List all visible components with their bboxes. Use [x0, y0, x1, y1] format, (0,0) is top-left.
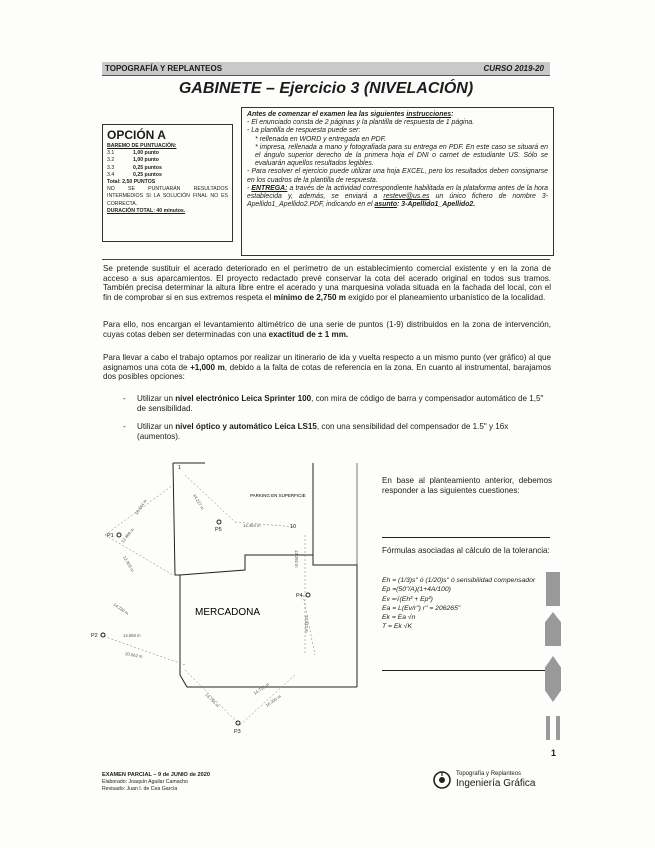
formula-line: Eh = (1/3)s" ó (1/20)s" ó sensibilidad compensador	[382, 577, 536, 584]
svg-text:15.933 m: 15.933 m	[304, 615, 309, 633]
score-row: 3.1 1,00 punto	[107, 150, 159, 157]
formula-line: Ev =√(Eh² + Ep²)	[382, 595, 433, 603]
department-big: Ingeniería Gráfica	[456, 778, 536, 789]
department-logo-icon	[432, 770, 452, 790]
exam-date: EXAMEN PARCIAL – 9 de JUNIO de 2020	[102, 772, 210, 778]
svg-text:12.909 m: 12.909 m	[122, 555, 136, 573]
elaborated-by: Elaborado: Joaquín Aguilar Camacho	[102, 779, 188, 785]
svg-text:14.718 m: 14.718 m	[252, 681, 270, 696]
header-subject: TOPOGRAFÍA Y REPLANTEOS	[105, 64, 223, 73]
svg-text:16.684 m: 16.684 m	[133, 498, 148, 516]
option-title: OPCIÓN A	[107, 128, 166, 142]
instrument-options	[123, 394, 553, 450]
store-label: MERCADONA	[195, 607, 261, 618]
station-point-marker	[236, 721, 240, 725]
svg-text:13.260 m: 13.260 m	[294, 550, 299, 568]
department-name	[456, 770, 536, 788]
department-small: Topografía y Replanteos	[456, 771, 522, 777]
email-link[interactable]: resteve@us.es	[383, 193, 430, 201]
margin-mark	[546, 572, 560, 606]
station-point-marker	[117, 533, 121, 537]
station-point-marker	[217, 520, 221, 524]
svg-text:14.464 m: 14.464 m	[243, 523, 261, 528]
formula-line: Ep =(50"/A)(1+4A/100)	[382, 586, 451, 594]
header-course: CURSO 2019-20	[483, 64, 544, 73]
total-score: Total: 2,50 PUNTOS	[107, 179, 156, 186]
divider	[382, 670, 550, 671]
site-plan	[85, 455, 375, 765]
formula-line: Ea = L(Ev/r") r" = 206265"	[382, 604, 461, 612]
header-bar	[102, 62, 550, 76]
instruction-line: - La plantilla de respuesta puede ser:	[247, 127, 361, 135]
point-label: P3	[234, 729, 241, 735]
reviewed-by: Revisado: Juan I. de Cea García	[102, 786, 178, 792]
footer-credits	[102, 772, 210, 793]
svg-text:13.795 m: 13.795 m	[204, 692, 221, 709]
instruction-line: - Para resolver el ejercicio puede utilizar una hoja EXCEL, pero los resultados deben consignarse en los cuadros de la plantilla de respuesta.	[247, 168, 548, 184]
list-item: - Utilizar un nivel óptico y automático Leica LS15, con una sensibilidad del compensador de 1.5" y 16x (aumentos).	[123, 422, 509, 441]
point-number: 1	[178, 465, 182, 471]
station-point-marker	[101, 633, 105, 637]
point-label: P4	[296, 593, 303, 599]
svg-text:20.062 m: 20.062 m	[124, 651, 143, 660]
store-outline-east	[313, 463, 357, 687]
page-number: 1	[551, 748, 557, 758]
formula-line: T = Ek √K	[382, 623, 412, 631]
instructions-box	[241, 107, 554, 256]
baremo-label: BAREMO DE PUNTUACIÓN:	[107, 143, 177, 149]
option-box	[102, 124, 233, 242]
instruction-delivery: - ENTREGA: a través de la actividad correspondiente habilitada en la plataforma antes de la hora establecida y, además, se enviará a resteve@us.es un único fichero de nombre 3-Apellido1_Apellido2.PDF, indicando en el asunto: 3-Apellido1_Apellido2.	[247, 184, 549, 209]
svg-text:14.230 m: 14.230 m	[112, 601, 130, 616]
paragraph-survey: Para ello, nos encargan el levantamiento altimétrico de una serie de puntos (1-9) distribuidos en la zona de intervención, cuyas cotas deben ser determinadas con una exactitud de ± 1 mm.	[103, 320, 551, 339]
formulas-block	[382, 576, 552, 632]
formula-line: Ek = Ea √n	[382, 614, 416, 622]
store-outline-north	[180, 555, 313, 575]
score-row: 3.2 1,00 punto	[107, 157, 159, 164]
svg-text:16.203 m: 16.203 m	[264, 693, 282, 708]
instructions-heading: Antes de comenzar el examen lea las siguientes instrucciones:	[247, 111, 454, 118]
point-label: P2	[91, 633, 98, 639]
point-label: P1	[107, 533, 114, 539]
svg-text:14.227 m: 14.227 m	[192, 493, 206, 511]
paragraph-method: Para llevar a cabo el trabajo optamos por realizar un itinerario de ida y vuelta respecto a un mismo punto (ver gráfico) al que asignamos una cota de +1,000 m, debido a la falta de cotas de referencia en la zona. En cuanto al instrumental, barajamos dos posibles opciones:	[103, 353, 551, 382]
score-note: NO SE PUNTUARÁN RESULTADOS INTERMEDIOS SI LA SOLUCIÓN FINAL NO ES CORRECTA.	[107, 186, 228, 207]
instruction-line: * impresa, rellenada a mano y fotografiada para su entrega en PDF. En este caso se situará en el ángulo superior derecho de la primera hoja el DNI o carnet de estudiante US. Sólo se evaluarán aquellos resultados legibles.	[255, 143, 548, 168]
score-row: 3.3 0,25 puntos	[107, 164, 162, 171]
questions-intro: En base al planteamiento anterior, debemos responder a las siguientes cuestiones:	[382, 476, 552, 495]
margin-mark	[546, 716, 550, 740]
instruction-line: - El enunciado consta de 2 páginas y la plantilla de respuesta de 1 página.	[247, 119, 475, 127]
margin-mark	[556, 716, 560, 740]
instruction-line: * rellenada en WORD y entregada en PDF.	[255, 135, 386, 143]
point-label: P5	[215, 527, 222, 533]
list-item: - Utilizar un nivel electrónico Leica Sprinter 100, con mira de código de barra y compensador automático de 1,5" de sensibilidad.	[123, 394, 544, 413]
point-number: 10	[290, 524, 297, 530]
score-row: 3.4 0,25 puntos	[107, 171, 162, 178]
divider	[382, 537, 550, 538]
page-title: GABINETE – Ejercicio 3 (NIVELACIÓN)	[178, 80, 474, 97]
margin-mark	[545, 656, 561, 702]
parking-label: PARKING EN SUPERFICIE	[250, 493, 306, 498]
station-point-marker	[306, 593, 310, 597]
duration: DURACIÓN TOTAL: 40 minutos.	[107, 207, 186, 214]
formulas-title: Fórmulas asociadas al cálculo de la tolerancia:	[382, 546, 550, 555]
dimension-labels	[112, 493, 309, 708]
divider	[102, 259, 550, 260]
svg-text:14.558 m: 14.558 m	[123, 633, 141, 638]
svg-text:12.869 m: 12.869 m	[119, 527, 135, 544]
paragraph-intro: Se pretende sustituir el acerado deteriorado en el perímetro de un establecimiento comercial existente y en la zona de acceso a sus aparcamientos. El proyecto redactado prevé conservar la cota del acerado original en todos sus tramos. También precisa determinar la altura libre entre el acerado y una marquesina volada situada en la fachada del local, con el fin de comprobar si en sus extremos respeta el mínimo de 2,750 m exigido por el planeamiento urbanístico de la localidad.	[103, 264, 551, 302]
